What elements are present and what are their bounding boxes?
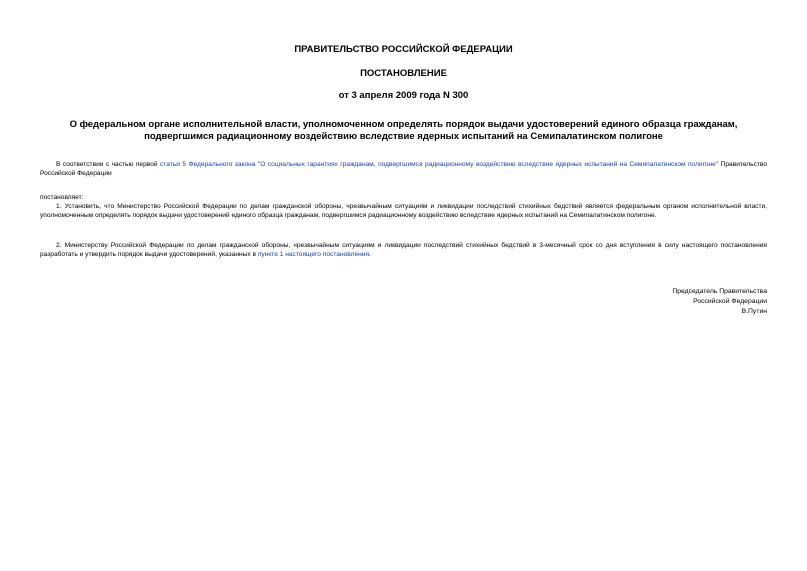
- item-2-text-start: 2. Министерству Российской Федерации по делам гражданской обороны, чрезвычайным ситуациям и ликвидации последствий стихийных бедствий в 3-месячный срок со дня вступления в силу настоящего постановления разработать и утвердить порядок выдачи удостоверений, указанных в: [40, 242, 767, 258]
- item-2-paragraph: [40, 241, 767, 259]
- law-article-link[interactable]: статьи 5 Федерального закона "О социальных гарантиях гражданам, подвергшимся радиационному воздействию вследствие ядерных испытаний на Семипалатинском полигоне": [160, 161, 719, 168]
- preamble-text-start: В соответствии с частью первой: [56, 161, 160, 168]
- item-1-paragraph: 1. Установить, что Министерство Российской Федерации по делам гражданской обороны, чрезвычайным ситуациям и ликвидации последствий стихийных бедствий является федеральным органом исполнительной власти, уполномоченным определять порядок выдачи удостоверений единого образца гражданам, подвергшимся радиационному воздействию вследствие ядерных испытаний на Семипалатинском полигоне.: [40, 203, 767, 219]
- signature-country: Российской Федерации: [693, 298, 767, 305]
- signature-block: [672, 287, 767, 317]
- preamble-paragraph: [40, 160, 767, 178]
- decides-label: постановляет:: [40, 194, 84, 201]
- item-1-reference-link[interactable]: пункте 1 настоящего постановления: [257, 251, 370, 258]
- document-type: ПОСТАНОВЛЕНИЕ: [360, 68, 447, 79]
- signature-position: Председатель Правительства: [672, 288, 767, 295]
- preamble-text-end: Правительство Российской Федерации: [40, 161, 767, 177]
- decision-block: [40, 193, 767, 220]
- government-heading: ПРАВИТЕЛЬСТВО РОССИЙСКОЙ ФЕДЕРАЦИИ: [294, 44, 513, 55]
- document-date-number: от 3 апреля 2009 года N 300: [338, 90, 469, 101]
- item-2-text-end: .: [369, 251, 371, 258]
- signature-name: В.Путин: [741, 308, 767, 315]
- document-subject: О федеральном органе исполнительной власти, уполномоченном определять порядок выдачи удостоверений единого образца гражданам, подвергшимся радиационному воздействию вследствие ядерных испытаний на Семипалатинском полигоне: [69, 119, 738, 142]
